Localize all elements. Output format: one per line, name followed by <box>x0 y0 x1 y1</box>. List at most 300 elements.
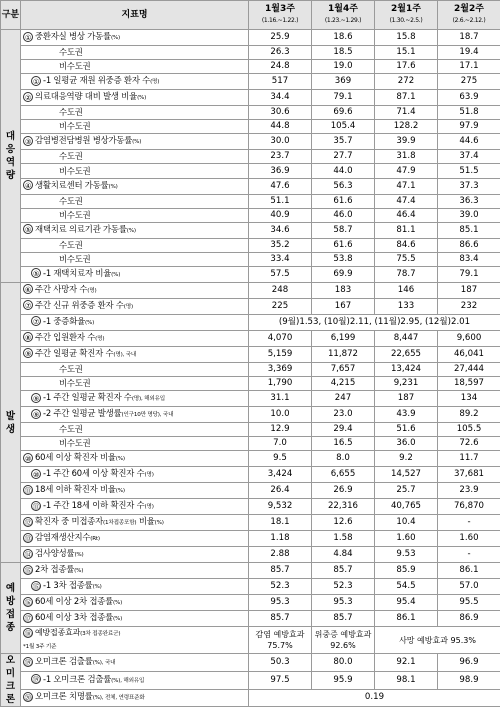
value-cell: 97.5 <box>249 671 312 689</box>
indicator-label <box>21 579 249 595</box>
effect-cell: 사망 예방효과 95.3% <box>375 627 500 654</box>
table-row <box>1 222 500 238</box>
indicator-name: 비수도권 <box>59 165 91 176</box>
indicator-unit: (Rt) <box>90 536 100 543</box>
value-cell: 30.0 <box>249 134 312 150</box>
indicator-label <box>21 150 249 164</box>
value-cell: 247 <box>312 391 375 407</box>
value-cell: 1.60 <box>375 531 438 547</box>
indicator-unit: (인구10만 명당), 국내 <box>121 412 174 419</box>
indicator-number: ⑩ <box>32 470 40 479</box>
indicator-name: 주간 입원환자 수 <box>35 331 96 342</box>
indicator-label <box>21 164 249 178</box>
indicator-name: 중환자실 병상 가동률 <box>35 31 111 41</box>
indicator-label <box>21 362 249 376</box>
indicator-name: 비수도권 <box>59 209 91 220</box>
indicator-unit: (1차접종포함) <box>103 520 137 527</box>
indicator-name: 오미크론 치명률 <box>35 691 93 702</box>
value-cell: 83.4 <box>438 252 500 266</box>
indicator-name: 수도권 <box>59 363 83 374</box>
value-cell: 36.9 <box>249 164 312 178</box>
indicator-name: 주간 60세 이상 확진자 수 <box>53 468 145 479</box>
value-cell: 95.5 <box>438 595 500 611</box>
indicator-name: 생활치료센터 가동률 <box>35 179 109 190</box>
value-cell: 43.9 <box>375 407 438 423</box>
value-cell: 78.7 <box>375 266 438 282</box>
effect-cell: 위중증 예방효과 92.6% <box>312 627 375 654</box>
indicator-unit: (%) <box>111 271 121 278</box>
value-cell: 29.4 <box>312 423 375 437</box>
value-cell: 44.6 <box>438 134 500 150</box>
indicator-name: 수도권 <box>59 195 83 206</box>
indicator-name: 60세 이상 확진자 비율 <box>35 452 116 463</box>
indicator-name: 2차 접종률 <box>35 564 75 575</box>
indicator-label <box>21 451 249 467</box>
indicator-label <box>21 423 249 437</box>
value-cell: 22,316 <box>312 499 375 515</box>
value-cell: 51.8 <box>438 106 500 120</box>
indicator-unit: (명) <box>95 335 105 342</box>
indicator-number: ⑩ <box>24 454 32 463</box>
indicator-label <box>21 238 249 252</box>
value-cell: 46,041 <box>438 346 500 362</box>
value-cell: 26.9 <box>312 483 375 499</box>
value-cell: 95.9 <box>312 671 375 689</box>
value-cell: 79.1 <box>312 90 375 106</box>
period-header: 2월1주 (1.30.~2.5.) <box>375 1 438 30</box>
value-cell: 79.1 <box>438 266 500 282</box>
indicator-number: ⑱ <box>24 629 32 638</box>
value-cell: 7.0 <box>249 437 312 451</box>
value-cell: 98.9 <box>438 671 500 689</box>
indicator-label <box>21 298 249 314</box>
value-cell: 1.58 <box>312 531 375 547</box>
value-cell: 7,657 <box>312 362 375 376</box>
table-row <box>1 563 500 579</box>
table-row <box>1 134 500 150</box>
value-cell: 105.4 <box>312 120 375 134</box>
indicator-unit: (%) <box>113 616 123 623</box>
indicator-name: 주간 사망자 수 <box>35 283 88 294</box>
table-row <box>1 150 500 164</box>
indicator-name: 수도권 <box>59 424 83 435</box>
table-row <box>1 654 500 672</box>
indicator-number: ⑳ <box>24 693 32 702</box>
value-cell: 6,655 <box>312 467 375 483</box>
indicator-number: ④ <box>24 182 32 191</box>
period-header: 1월3주 (1.16.~1.22.) <box>249 1 312 30</box>
indicator-note: *1월 3주 기준 <box>23 644 57 651</box>
indicator-unit: (%) <box>110 35 121 41</box>
indicator-unit: (명) <box>144 504 154 511</box>
table-row <box>1 627 500 654</box>
indicator-number: ⑪ <box>32 502 40 511</box>
value-cell: 72.6 <box>438 437 500 451</box>
sub-number: -1 <box>43 315 54 326</box>
indicator-name: 주간 일평균 발생률 <box>53 408 122 419</box>
value-cell: 17.6 <box>375 60 438 74</box>
sub-number: -1 <box>43 267 54 278</box>
value-cell: 98.1 <box>375 671 438 689</box>
value-cell: 47.1 <box>375 178 438 194</box>
indicator-name: 비수도권 <box>59 121 91 132</box>
indicator-name: 수도권 <box>59 47 83 58</box>
table-row <box>1 60 500 74</box>
indicator-label <box>21 330 249 346</box>
value-cell: 167 <box>312 298 375 314</box>
value-cell: 33.4 <box>249 252 312 266</box>
table-row <box>1 579 500 595</box>
indicator-name: 60세 이상 2차 접종률 <box>35 596 114 607</box>
group-label: 대 응 역 량 <box>1 30 21 283</box>
indicator-name: 오미크론 검출률 <box>53 673 112 684</box>
value-cell: - <box>438 547 500 563</box>
value-cell: 10.4 <box>375 515 438 531</box>
value-cell: 84.6 <box>375 238 438 252</box>
value-cell: 26.3 <box>249 46 312 60</box>
indicator-label <box>21 611 249 627</box>
value-cell: 4.84 <box>312 547 375 563</box>
indicator-name: 주간 18세 이하 확진자 수 <box>53 500 145 511</box>
indicator-number: ⑮ <box>24 566 32 575</box>
value-cell: 51.5 <box>438 164 500 178</box>
value-cell: 31.8 <box>375 150 438 164</box>
value-cell: 23.0 <box>312 407 375 423</box>
value-cell: 85.7 <box>312 611 375 627</box>
table-row <box>1 671 500 689</box>
value-cell: 75.5 <box>375 252 438 266</box>
indicator-unit: (명) <box>123 303 133 310</box>
indicator-name: 비수도권 <box>59 438 91 449</box>
value-cell: 183 <box>312 282 375 298</box>
table-row <box>1 298 500 314</box>
value-cell: 71.4 <box>375 106 438 120</box>
indicator-label <box>21 282 249 298</box>
value-cell: 3,424 <box>249 467 312 483</box>
indicator-label <box>21 547 249 563</box>
value-cell: 25.7 <box>375 483 438 499</box>
value-cell: 46.0 <box>312 208 375 222</box>
value-cell: 85.1 <box>438 222 500 238</box>
value-cell: 9.2 <box>375 451 438 467</box>
value-cell: 47.6 <box>249 178 312 194</box>
table-row <box>1 330 500 346</box>
sub-number: -1 <box>43 468 54 479</box>
value-cell: 86.9 <box>438 611 500 627</box>
value-cell: 47.4 <box>375 194 438 208</box>
indicator-name: 오미크론 검출률 <box>35 656 93 667</box>
indicator-unit: (3차 접종완료군) <box>80 631 121 638</box>
value-cell: 39.0 <box>438 208 500 222</box>
indicator-unit: (명), 해외유입 <box>131 396 165 403</box>
table-row <box>1 611 500 627</box>
table-row <box>1 74 500 90</box>
indicator-name: 주간 일평균 확진자 수 <box>53 392 132 403</box>
indicator-unit: (%) <box>126 227 136 234</box>
indicator-number: ⑲ <box>24 658 32 667</box>
value-cell: 35.7 <box>312 134 375 150</box>
indicator-number: ⑤ <box>24 226 32 235</box>
table-row <box>1 423 500 437</box>
group-label: 오 미 크 론 <box>1 654 21 707</box>
table-row <box>1 164 500 178</box>
indicator-label <box>21 407 249 423</box>
value-cell: 1,790 <box>249 377 312 391</box>
indicator-number: ⑭ <box>24 550 32 559</box>
table-row <box>1 515 500 531</box>
table-row <box>1 120 500 134</box>
table-row <box>1 194 500 208</box>
indicator-label <box>21 377 249 391</box>
indicator-number: ⑲ <box>32 676 40 685</box>
value-cell: 36.0 <box>375 437 438 451</box>
table-row <box>1 689 500 707</box>
table-row <box>1 467 500 483</box>
table-row <box>1 30 500 46</box>
table-row <box>1 46 500 60</box>
value-cell: 80.0 <box>312 654 375 672</box>
value-cell: 76,870 <box>438 499 500 515</box>
value-cell: 9.53 <box>375 547 438 563</box>
indicator-number: ⑰ <box>24 614 32 623</box>
indicator-unit: (명) <box>150 79 160 86</box>
value-cell: 86.1 <box>438 563 500 579</box>
value-cell: 14,527 <box>375 467 438 483</box>
indicator-number: ⑦ <box>24 302 32 311</box>
indicator-label <box>21 499 249 515</box>
table-row <box>1 106 500 120</box>
value-cell: 27,444 <box>438 362 500 376</box>
table-row <box>1 377 500 391</box>
indicator-label <box>21 531 249 547</box>
indicator-name: 재택치료 의료기관 가동률 <box>35 223 127 234</box>
table-row <box>1 266 500 282</box>
indicator-name: 검사양성률 <box>35 548 75 559</box>
value-cell: 52.3 <box>312 579 375 595</box>
value-cell: 3,369 <box>249 362 312 376</box>
value-cell: - <box>438 515 500 531</box>
value-cell: 85.9 <box>375 563 438 579</box>
indicator-label <box>21 563 249 579</box>
indicator-unit: (%) <box>132 139 142 146</box>
value-cell: 96.9 <box>438 654 500 672</box>
indicator-unit: (%) <box>84 319 95 326</box>
value-cell: 9,532 <box>249 499 312 515</box>
indicator-name: 재택치료자 비율 <box>53 267 112 278</box>
indicator-unit: (%) <box>74 552 84 559</box>
value-cell: 40,765 <box>375 499 438 515</box>
indicator-name: 중증화율 <box>53 315 85 326</box>
indicator-label <box>21 391 249 407</box>
value-cell: 18.7 <box>438 30 500 46</box>
period-header: 1월4주 (1.23.~1.29.) <box>312 1 375 30</box>
indicator-label <box>21 106 249 120</box>
sub-number: -1 <box>43 500 54 511</box>
indicator-number: ⑨ <box>32 410 40 419</box>
table-row <box>1 178 500 194</box>
table-row <box>1 531 500 547</box>
value-cell: 128.2 <box>375 120 438 134</box>
value-cell: 9.5 <box>249 451 312 467</box>
value-cell: 37.4 <box>438 150 500 164</box>
value-cell: 517 <box>249 74 312 90</box>
value-cell: 86.6 <box>438 238 500 252</box>
value-cell: 85.7 <box>249 611 312 627</box>
indicator-name: 확진자 중 미접종자 <box>35 516 104 527</box>
indicator-unit: (명) <box>144 472 154 479</box>
table-row <box>1 391 500 407</box>
group-label: 발 생 <box>1 282 21 562</box>
value-cell: 44.0 <box>312 164 375 178</box>
value-cell: 11.7 <box>438 451 500 467</box>
indicator-label <box>21 671 249 689</box>
indicator-unit: (%) <box>154 520 164 527</box>
value-cell: 51.6 <box>375 423 438 437</box>
indicator-name: 주간 일평균 확진자 수 <box>35 347 114 358</box>
sub-number: -2 <box>43 408 54 419</box>
value-cell: 19.0 <box>312 60 375 74</box>
indicator-name: 감염재생산지수 <box>35 532 91 543</box>
indicator-number: ⑫ <box>24 518 32 527</box>
value-cell: 37.3 <box>438 178 500 194</box>
value-cell: 30.6 <box>249 106 312 120</box>
value-cell: 69.6 <box>312 106 375 120</box>
value-cell: 12.6 <box>312 515 375 531</box>
indicator-number: ⑬ <box>24 534 32 543</box>
indicator-name: 60세 이상 3차 접종률 <box>35 612 114 623</box>
indicator-name: 주간 신규 위중증 환자 수 <box>35 299 124 310</box>
value-cell: 46.4 <box>375 208 438 222</box>
value-cell: 35.2 <box>249 238 312 252</box>
value-cell: 27.7 <box>312 150 375 164</box>
effect-cell: 감염 예방효과 75.7% <box>249 627 312 654</box>
group-header: 구분 <box>1 1 21 30</box>
value-cell: 248 <box>249 282 312 298</box>
value-cell: 187 <box>438 282 500 298</box>
indicator-name: 수도권 <box>59 239 83 250</box>
value-cell: 61.6 <box>312 194 375 208</box>
table-row <box>1 451 500 467</box>
value-cell: 51.1 <box>249 194 312 208</box>
indicator-number: ⑮ <box>32 582 40 591</box>
indicator-unit: (%) <box>115 456 125 463</box>
value-cell: 17.1 <box>438 60 500 74</box>
value-cell: 25.9 <box>249 30 312 46</box>
value-cell: 54.5 <box>375 579 438 595</box>
value-cell: 232 <box>438 298 500 314</box>
value-cell: 86.1 <box>375 611 438 627</box>
indicator-label <box>21 134 249 150</box>
indicator-unit: (%) <box>137 95 147 102</box>
span-value-cell: 0.19 <box>249 689 500 707</box>
value-cell: 63.9 <box>438 90 500 106</box>
indicator-label <box>21 222 249 238</box>
indicator-number: ⑤ <box>32 270 40 279</box>
value-cell: 22,655 <box>375 346 438 362</box>
sub-number: -1 <box>43 673 54 684</box>
value-cell: 146 <box>375 282 438 298</box>
indicator-unit: (%) <box>74 568 84 575</box>
value-cell: 6,199 <box>312 330 375 346</box>
table-body <box>1 30 500 707</box>
value-cell: 97.9 <box>438 120 500 134</box>
value-cell: 12.9 <box>249 423 312 437</box>
value-cell: 56.3 <box>312 178 375 194</box>
value-cell: 1.18 <box>249 531 312 547</box>
value-cell: 87.1 <box>375 90 438 106</box>
value-cell: 15.8 <box>375 30 438 46</box>
value-cell: 4,070 <box>249 330 312 346</box>
value-cell: 81.1 <box>375 222 438 238</box>
value-cell: 85.7 <box>249 563 312 579</box>
indicator-label <box>21 30 249 46</box>
indicator-label <box>21 90 249 106</box>
indicator-label <box>21 178 249 194</box>
indicator-label <box>21 314 249 330</box>
value-cell: 10.0 <box>249 407 312 423</box>
value-cell: 272 <box>375 74 438 90</box>
table-row <box>1 437 500 451</box>
indicator-unit: (%), 전체, 연령표준화 <box>92 695 145 702</box>
table-row <box>1 208 500 222</box>
table-row <box>1 547 500 563</box>
value-cell: 1.60 <box>438 531 500 547</box>
indicator-name: 예방접종효과 <box>35 628 81 638</box>
group-label: 예 방 접 종 <box>1 563 21 654</box>
table-row <box>1 595 500 611</box>
value-cell: 53.8 <box>312 252 375 266</box>
indicator-unit: (명) <box>87 287 97 294</box>
value-cell: 18.5 <box>312 46 375 60</box>
name-header: 지표명 <box>21 1 249 30</box>
indicator-unit: (%) <box>92 584 102 591</box>
table-row <box>1 314 500 330</box>
indicator-unit: (%) <box>113 600 123 607</box>
indicator-number: ⑨ <box>24 350 32 359</box>
indicator-label <box>21 689 249 707</box>
sub-number: -1 <box>43 580 54 591</box>
value-cell: 369 <box>312 74 375 90</box>
value-cell: 26.4 <box>249 483 312 499</box>
table-row <box>1 499 500 515</box>
value-cell: 275 <box>438 74 500 90</box>
value-cell: 133 <box>375 298 438 314</box>
indicator-name: 일평균 재원 위중증 환자 수 <box>53 75 151 86</box>
table-row <box>1 252 500 266</box>
indicator-unit: (%), 국내 <box>92 660 116 667</box>
indicator-unit: (명), 국내 <box>113 351 137 358</box>
indicator-label <box>21 120 249 134</box>
indicator-name: 수도권 <box>59 107 83 118</box>
indicator-number: ⑧ <box>24 334 32 343</box>
value-cell: 44.8 <box>249 120 312 134</box>
indicator-label <box>21 194 249 208</box>
indicator-label <box>21 437 249 451</box>
header-row <box>1 1 500 30</box>
value-cell: 95.3 <box>312 595 375 611</box>
value-cell: 13,424 <box>375 362 438 376</box>
value-cell: 5,159 <box>249 346 312 362</box>
value-cell: 134 <box>438 391 500 407</box>
value-cell: 57.5 <box>249 266 312 282</box>
value-cell: 19.4 <box>438 46 500 60</box>
indicator-label <box>21 266 249 282</box>
value-cell: 36.3 <box>438 194 500 208</box>
indicator-name: 비수도권 <box>59 378 91 389</box>
value-cell: 18.6 <box>312 30 375 46</box>
value-cell: 31.1 <box>249 391 312 407</box>
indicator-number: ② <box>24 93 32 102</box>
